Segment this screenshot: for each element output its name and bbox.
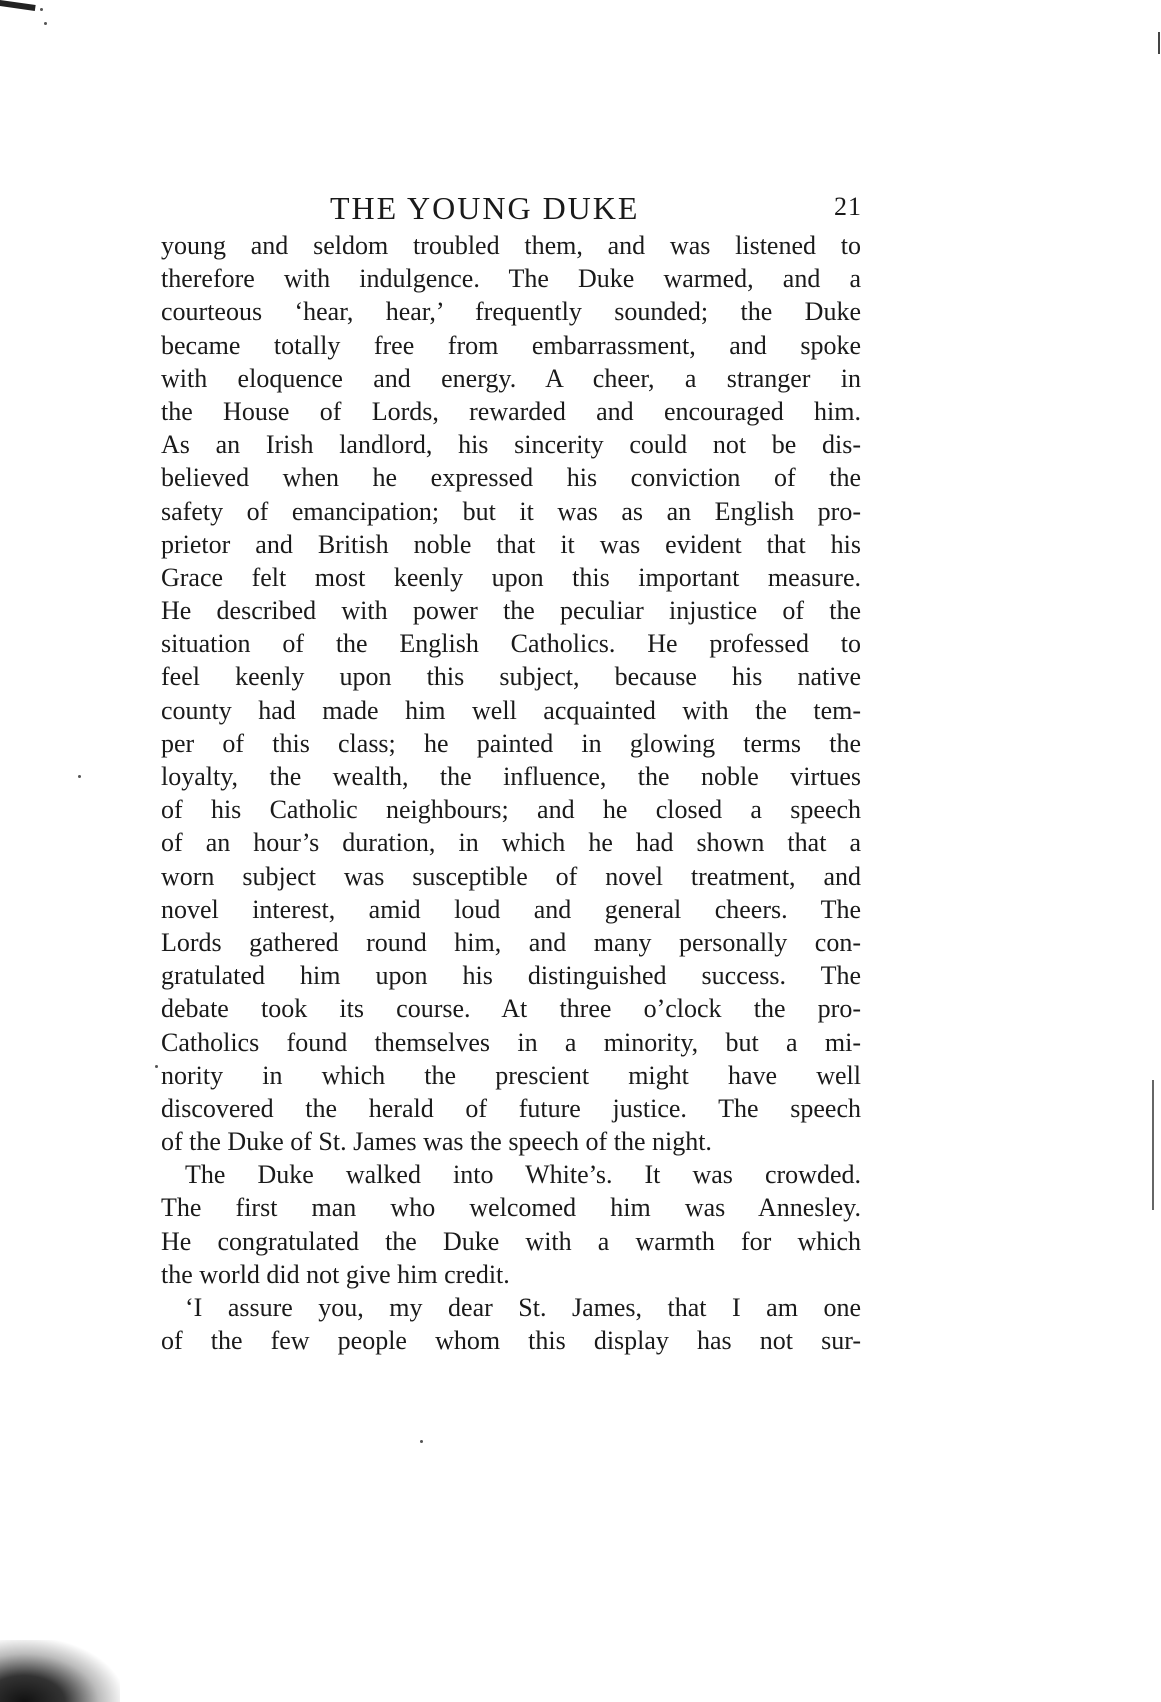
text-line: nority in which the prescient might have well <box>161 1060 861 1090</box>
text-line: of an hour’s duration, in which he had shown that a <box>161 828 861 858</box>
text-line: courteous ‘hear, hear,’ frequently sounded; the Duke <box>161 297 861 327</box>
text-line: safety of emancipation; but it was as an English pro- <box>161 496 861 526</box>
text-line: He congratulated the Duke with a warmth for which <box>161 1226 861 1256</box>
text-line: Grace felt most keenly upon this important measure. <box>161 562 861 592</box>
text-line: the world did not give him credit. <box>161 1259 510 1289</box>
text-line: Catholics found themselves in a minority, but a mi- <box>161 1027 861 1057</box>
page-edge-mark <box>1158 32 1160 54</box>
text-line: feel keenly upon this subject, because his native <box>161 662 861 692</box>
text-line: discovered the herald of future justice. The speech <box>161 1093 861 1123</box>
body-text <box>161 229 861 1357</box>
text-line: believed when he expressed his conviction of the <box>161 463 861 493</box>
ink-speck <box>40 8 43 11</box>
text-line: young and seldom troubled them, and was listened to <box>161 231 861 260</box>
ink-smudge-top-left <box>0 0 36 11</box>
text-line: the House of Lords, rewarded and encouraged him. <box>161 396 861 426</box>
text-line: prietor and British noble that it was evident that his <box>161 529 861 559</box>
text-line: with eloquence and energy. A cheer, a stranger in <box>161 363 861 393</box>
text-line: gratulated him upon his distinguished success. The <box>161 961 861 991</box>
text-line: debate took its course. At three o’clock the pro- <box>161 994 861 1024</box>
text-line: The Duke walked into White’s. It was crowded. <box>185 1160 861 1190</box>
ink-smudge-bottom-left <box>0 1640 120 1702</box>
text-line: ‘I assure you, my dear St. James, that I am one <box>185 1293 861 1322</box>
text-line: became totally free from embarrassment, and spoke <box>161 330 861 360</box>
text-line: Lords gathered round him, and many personally con- <box>161 927 861 957</box>
text-line: He described with power the peculiar injustice of the <box>161 596 861 626</box>
text-line: situation of the English Catholics. He professed to <box>161 629 861 659</box>
text-line: therefore with indulgence. The Duke warmed, and a <box>161 264 861 294</box>
text-line: worn subject was susceptible of novel treatment, and <box>161 861 861 891</box>
text-line: loyalty, the wealth, the influence, the noble virtues <box>161 762 861 791</box>
text-line: county had made him well acquainted with the tem- <box>161 695 861 725</box>
ink-speck <box>44 22 47 25</box>
text-line: novel interest, amid loud and general cheers. The <box>161 894 861 924</box>
page-edge-mark <box>1152 1080 1154 1210</box>
text-line: of the few people whom this display has not sur- <box>161 1326 861 1356</box>
ink-speck <box>420 1440 423 1443</box>
running-head <box>162 190 862 234</box>
ink-speck <box>155 1065 158 1068</box>
text-line: As an Irish landlord, his sincerity could not be dis- <box>161 430 861 460</box>
text-line: per of this class; he painted in glowing terms the <box>161 728 861 758</box>
ink-speck <box>78 775 81 778</box>
text-line: The first man who welcomed him was Annesley. <box>161 1193 861 1223</box>
page-number: 21 <box>834 192 862 221</box>
running-title: THE YOUNG DUKE <box>330 190 640 226</box>
text-line: of his Catholic neighbours; and he closed a speech <box>161 795 861 825</box>
text-line: of the Duke of St. James was the speech of the night. <box>161 1127 712 1157</box>
